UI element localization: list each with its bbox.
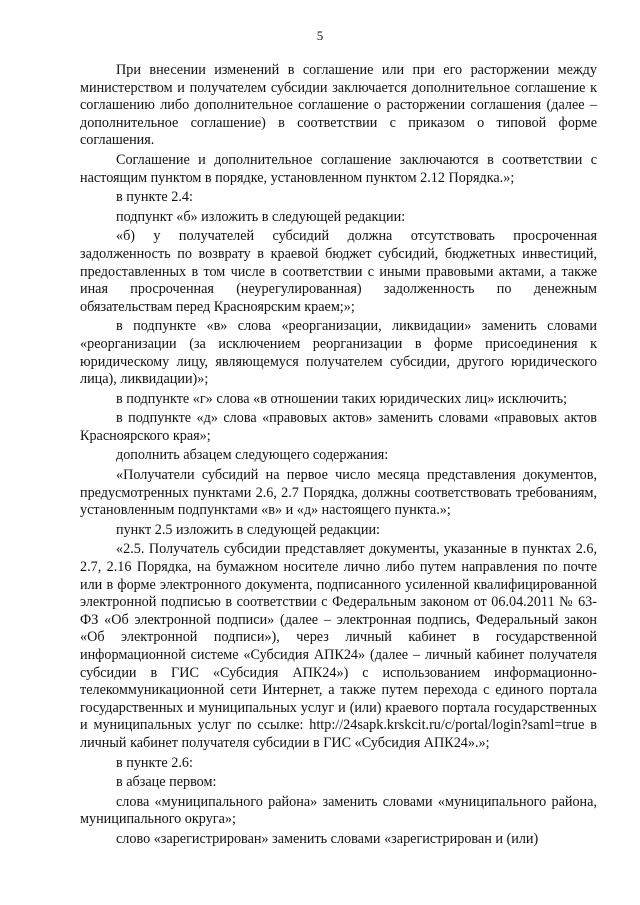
paragraph: в подпункте «г» слова «в отношении таких юридических лиц» исключить;	[116, 390, 568, 407]
paragraph: При внесении изменений в соглашение или при его расторжении между министерством и получателем субсидии заключается дополнительное соглашение к соглашению либо дополнительное соглашение о расторжении соглашения (далее – дополнительное соглашение) в соответствии с приказом о типовой форме соглашения.	[80, 62, 597, 149]
paragraph: «2.5. Получатель субсидии представляет документы, указанные в пунктах 2.6, 2.7, 2.16 Порядка, на бумажном носителе лично либо путем направления по почте или в форме электронного документа, подписанного усиленной квалифицированной электронной подписью в соответствии с Федеральным законом от 06.04.2011 № 63-ФЗ «Об электронной подписи» (далее – электронная подпись, Федеральный закон «Об электронной подписи»), через личный кабинет в государственной информационной системе «Субсидия АПК24» (далее – личный кабинет получателя субсидии в ГИС «Субсидия АПК24») с использованием информационно-телекоммуникационной сети Интернет, а также путем перехода с единого портала государственных и муниципальных услуг и (или) краевого портала государственных и муниципальных услуг по ссылке: http://24sapk.krskcit.ru/c/portal/login?saml=true в личный кабинет получателя субсидии в ГИС «Субсидия АПК24».»;	[80, 541, 597, 751]
paragraph: дополнить абзацем следующего содержания:	[116, 447, 389, 464]
page-number: 5	[316, 28, 324, 43]
paragraph: в подпункте «в» слова «реорганизации, ликвидации» заменить словами «реорганизации (за исключением реорганизации в форме присоединения к юридическому лицу, являющемуся получателем субсидии, другого юридического лица), ликвидации)»;	[80, 318, 597, 388]
paragraph: в пункте 2.6:	[116, 754, 193, 771]
document-body	[80, 62, 597, 851]
paragraph: слово «зарегистрирован» заменить словами «зарегистрирован и (или)	[116, 830, 539, 847]
paragraph: подпункт «б» изложить в следующей редакции:	[116, 208, 406, 225]
paragraph: в пункте 2.4:	[116, 189, 193, 206]
paragraph: Соглашение и дополнительное соглашение заключаются в соответствии с настоящим пунктом в порядке, установленном пунктом 2.12 Порядка.»;	[80, 151, 597, 186]
paragraph: пункт 2.5 изложить в следующей редакции:	[116, 521, 380, 538]
paragraph: слова «муниципального района» заменить словами «муниципального района, муниципального округа»;	[80, 793, 597, 828]
paragraph: «б) у получателей субсидий должна отсутствовать просроченная задолженность по возврату в краевой бюджет субсидий, бюджетных инвестиций, предоставленных в том числе в соответствии с иными правовыми актами, а также иная просроченная (неурегулированная) задолженность по денежным обязательствам перед Красноярским краем;»;	[80, 228, 597, 315]
paragraph: «Получатели субсидий на первое число месяца представления документов, предусмотренных пунктами 2.6, 2.7 Порядка, должны соответствовать требованиям, установленным подпунктами «в» и «д» настоящего пункта.»;	[80, 467, 597, 519]
paragraph: в абзаце первом:	[116, 774, 217, 791]
paragraph: в подпункте «д» слова «правовых актов» заменить словами «правовых актов Красноярского края»;	[80, 410, 597, 444]
